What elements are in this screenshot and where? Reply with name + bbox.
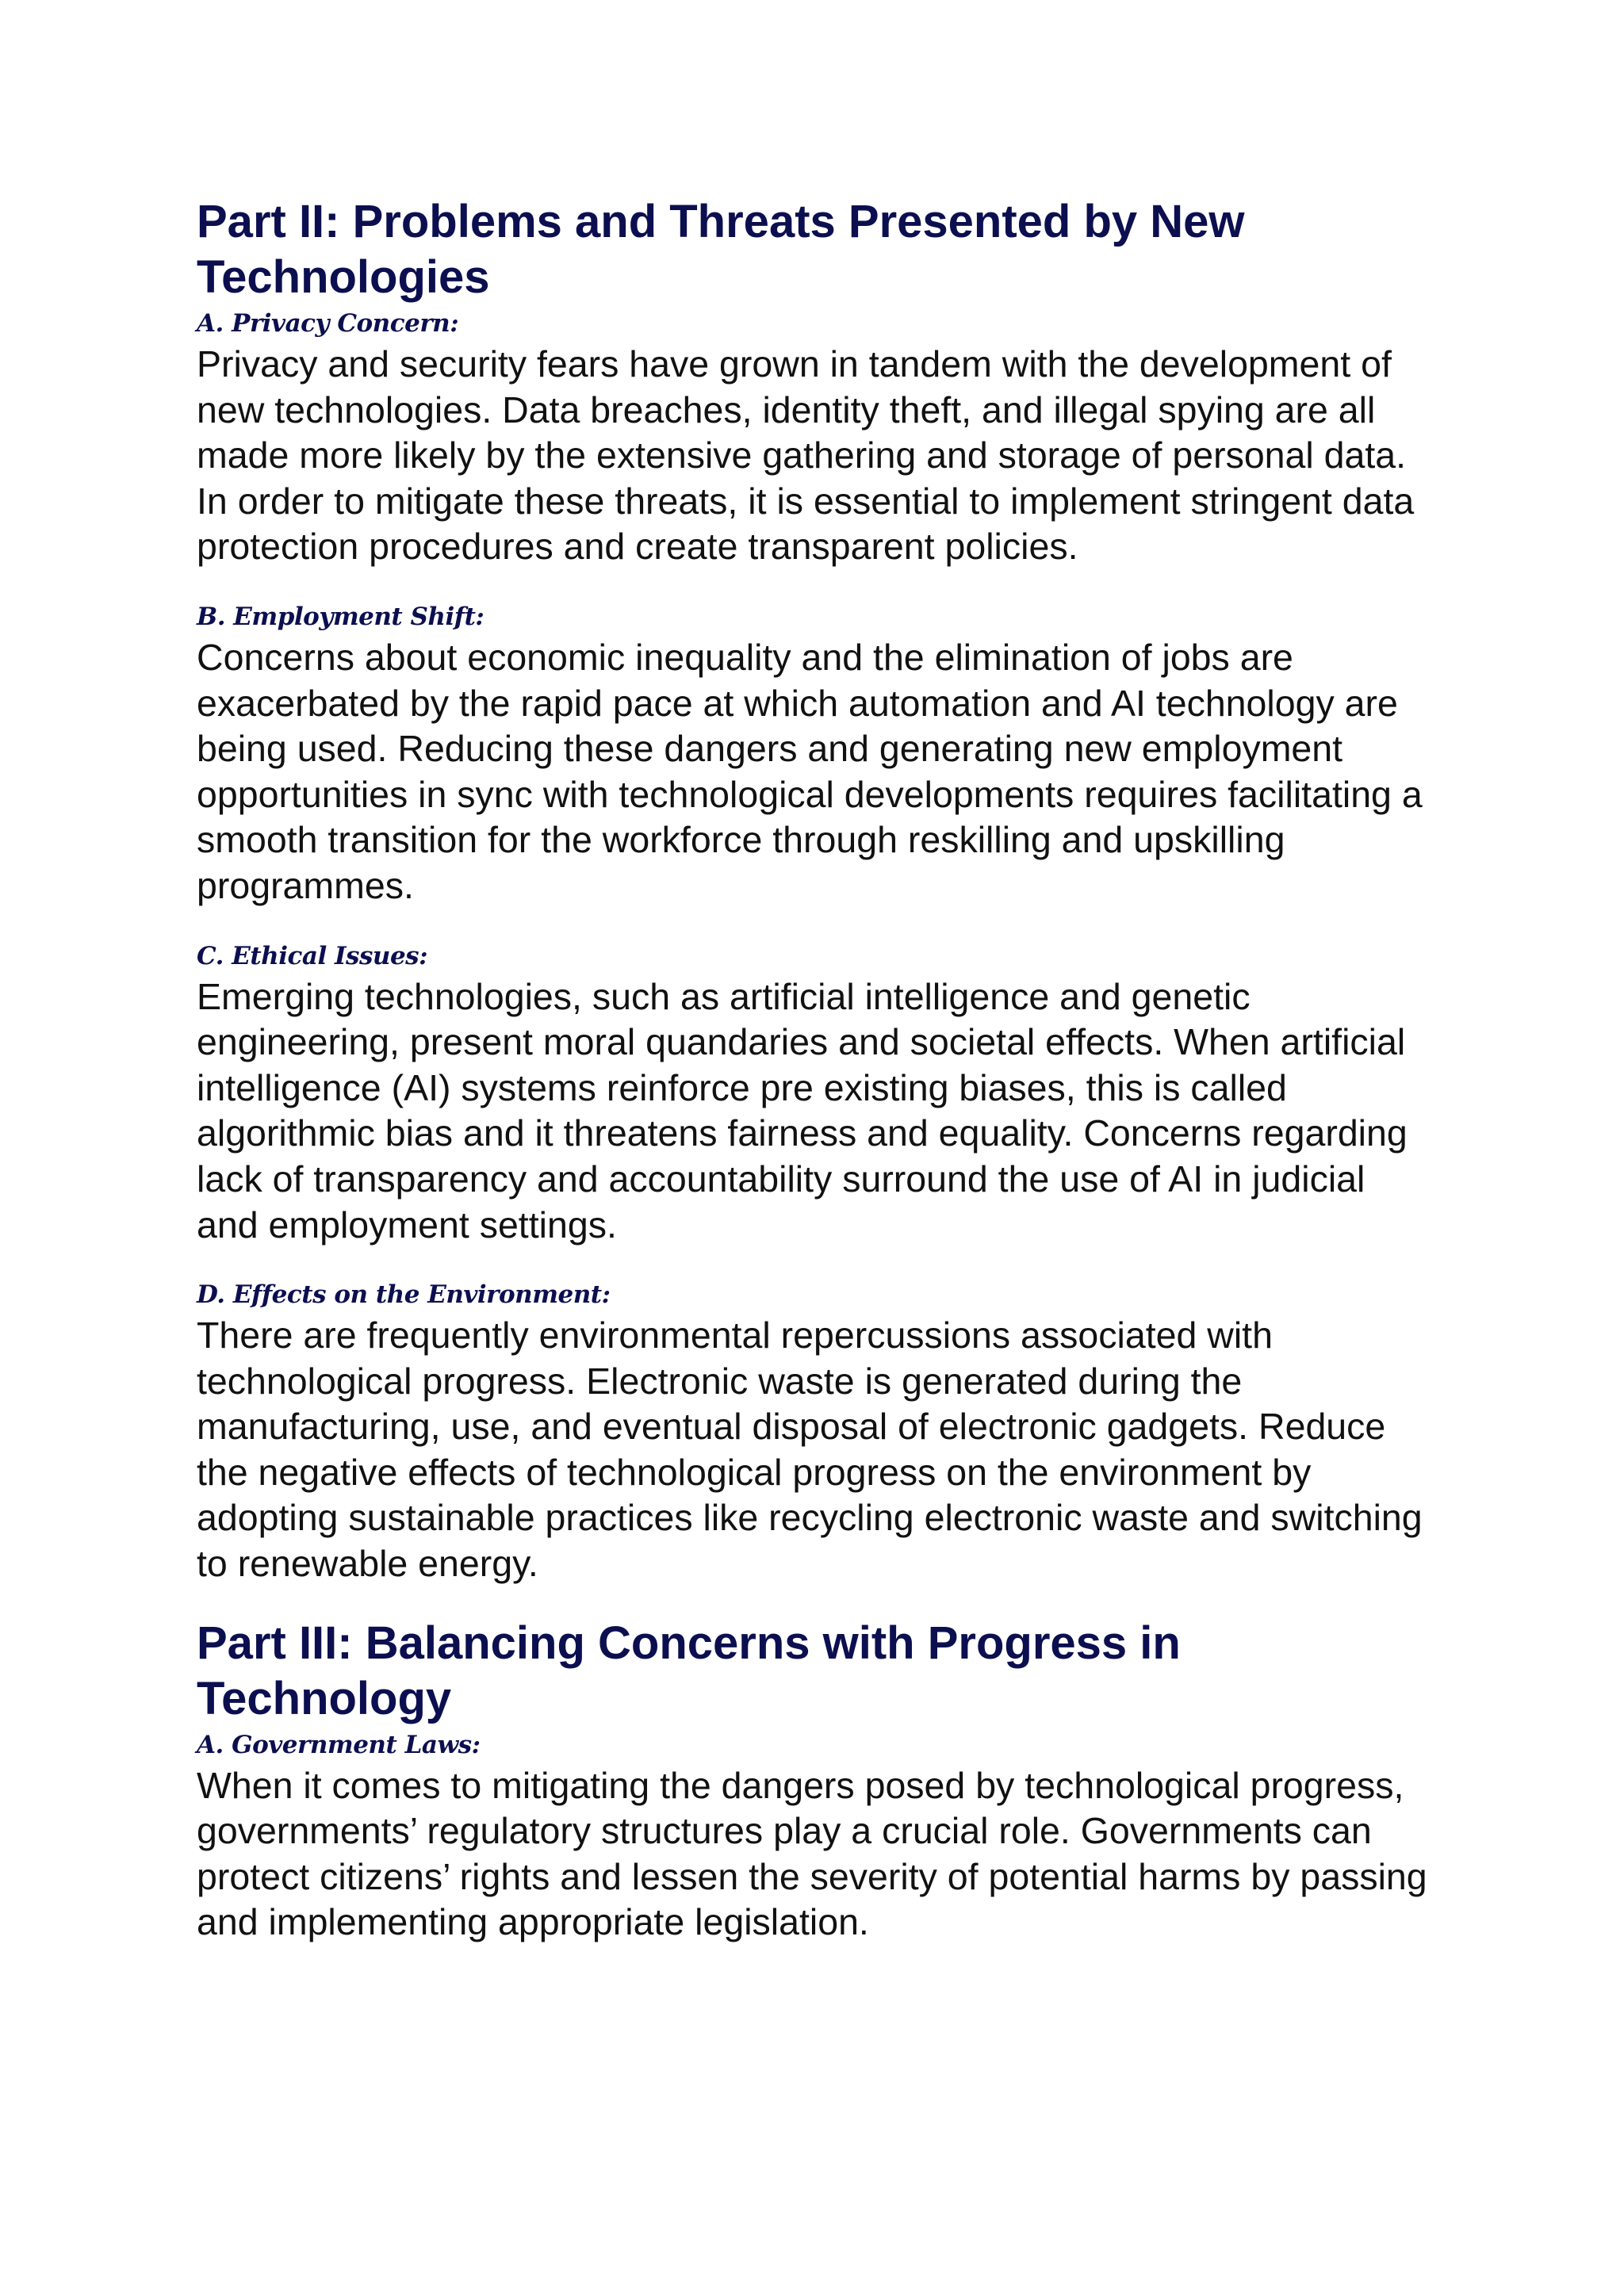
document-page	[197, 194, 1434, 1974]
ethical-issues-paragraph: Emerging technologies, such as artificial intelligence and genetic engineering, present moral quandaries and societal effects. When artificial intelligence (AI) systems reinforce pre existing biases, this is called algorithmic bias and it threatens fairness and equality. Concerns regarding lack of transparency and accountability surround the use of AI in judicial and employment settings.	[197, 975, 1408, 1246]
employment-shift-paragraph: Concerns about economic inequality and the elimination of jobs are exacerbated by the rapid pace at which automation and AI technology are being used. Reducing these dangers and generating new employment opportunities in sync with technological developments requires facilitating a smooth transition for the workforce through reskilling and upskilling programmes.	[197, 636, 1423, 906]
privacy-concern-heading: A. Privacy Concern:	[197, 309, 459, 338]
employment-shift-heading: B. Employment Shift:	[197, 602, 485, 631]
government-laws-paragraph: When it comes to mitigating the dangers posed by technological progress, governments’ regulatory structures play a crucial role. Governments can protect citizens’ rights and lessen the severity of potential harms by passing and implementing appropriate legislation.	[197, 1764, 1427, 1943]
ethical-issues-heading: C. Ethical Issues:	[197, 941, 428, 970]
environment-effects-heading: D. Effects on the Environment:	[197, 1280, 611, 1310]
part-3-heading: Part III: Balancing Concerns with Progress in Technology	[197, 1617, 1181, 1724]
environment-effects-paragraph: There are frequently environmental repercussions associated with technological progress. Electronic waste is generated during the manufacturing, use, and eventual disposal of electronic gadgets. Reduce the negative effects of technological progress on the environment by adopting sustainable practices like recycling electronic waste and switching to renewable energy.	[197, 1314, 1423, 1585]
part-2-heading: Part II: Problems and Threats Presented by New Technologies	[197, 196, 1245, 303]
privacy-concern-paragraph: Privacy and security fears have grown in tandem with the development of new technologies. Data breaches, identity theft, and illegal spying are all made more likely by the extensive gathering and storage of personal data. In order to mitigate these threats, it is essential to implement stringent data protection procedures and create transparent policies.	[197, 343, 1415, 568]
government-laws-heading: A. Government Laws:	[197, 1730, 481, 1759]
